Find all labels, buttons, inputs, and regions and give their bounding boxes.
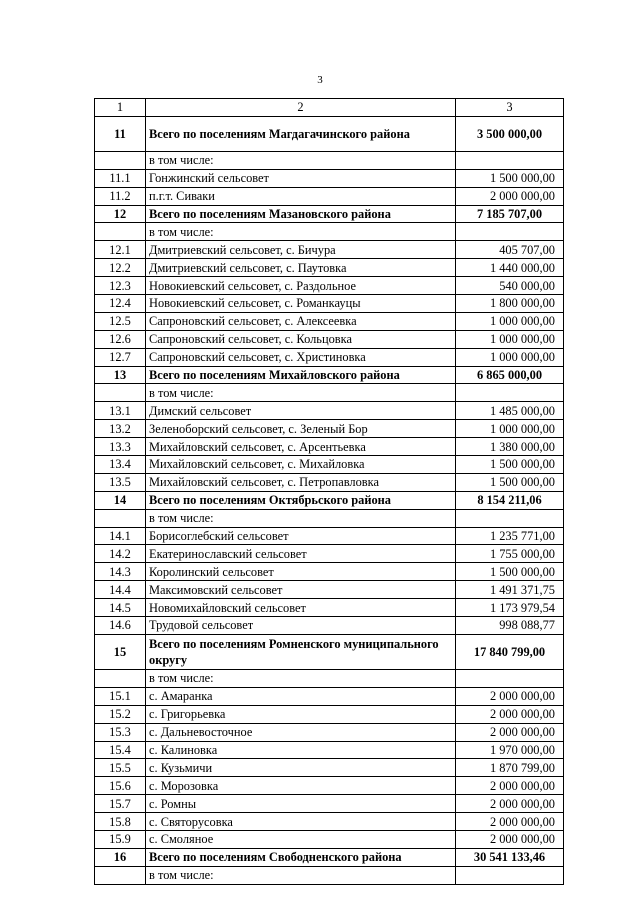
header-row (95, 99, 564, 117)
row-name-cell: с. Морозовка (146, 777, 456, 795)
row-number-cell: 15.7 (95, 795, 146, 813)
row-name-cell: в том числе: (146, 223, 456, 241)
row-number-cell: 14.1 (95, 527, 146, 545)
table-row (95, 312, 564, 330)
row-name-cell: Максимовский сельсовет (146, 581, 456, 599)
table-row (95, 187, 564, 205)
row-name-cell: Гонжинский сельсовет (146, 169, 456, 187)
row-number-cell (95, 509, 146, 527)
row-number-cell: 13.5 (95, 473, 146, 491)
table-row-total (95, 491, 564, 509)
row-amount-cell: 2 000 000,00 (456, 723, 564, 741)
table-row (95, 420, 564, 438)
row-amount-cell: 2 000 000,00 (456, 813, 564, 831)
row-name-cell: Екатеринославский сельсовет (146, 545, 456, 563)
row-name-cell: с. Дальневосточное (146, 723, 456, 741)
row-amount-cell: 405 707,00 (456, 241, 564, 259)
row-name-cell: Димский сельсовет (146, 402, 456, 420)
table-row (95, 330, 564, 348)
row-number-cell: 15 (95, 634, 146, 669)
row-number-cell: 13.4 (95, 456, 146, 474)
row-amount-cell (456, 669, 564, 687)
row-name-cell: с. Калиновка (146, 741, 456, 759)
row-amount-cell: 1 500 000,00 (456, 473, 564, 491)
row-name-cell: Дмитриевский сельсовет, с. Паутовка (146, 259, 456, 277)
row-number-cell: 13.1 (95, 402, 146, 420)
row-number-cell: 15.2 (95, 705, 146, 723)
table-row (95, 705, 564, 723)
row-amount-cell: 1 800 000,00 (456, 295, 564, 313)
row-amount-cell: 1 235 771,00 (456, 527, 564, 545)
row-number-cell (95, 866, 146, 884)
table-row-total (95, 848, 564, 866)
row-name-cell: Новокиевский сельсовет, с. Романкауцы (146, 295, 456, 313)
table-row (95, 509, 564, 527)
header-col-amount: 3 (456, 99, 564, 117)
row-name-cell: Дмитриевский сельсовет, с. Бичура (146, 241, 456, 259)
table-row (95, 759, 564, 777)
table-row (95, 384, 564, 402)
table-row (95, 545, 564, 563)
table-row (95, 581, 564, 599)
row-name-cell: Михайловский сельсовет, с. Петропавловка (146, 473, 456, 491)
table-row (95, 277, 564, 295)
table-row (95, 456, 564, 474)
row-name-cell: Новомихайловский сельсовет (146, 599, 456, 617)
row-amount-cell: 1 755 000,00 (456, 545, 564, 563)
table-row (95, 527, 564, 545)
row-amount-cell: 2 000 000,00 (456, 687, 564, 705)
table-row-total (95, 116, 564, 151)
row-name-cell: Сапроновский сельсовет, с. Христиновка (146, 348, 456, 366)
table-row (95, 223, 564, 241)
table-row (95, 438, 564, 456)
row-amount-cell: 1 000 000,00 (456, 330, 564, 348)
table-row (95, 617, 564, 635)
header-col-name: 2 (146, 99, 456, 117)
row-name-cell: с. Смоляное (146, 830, 456, 848)
row-amount-cell: 17 840 799,00 (456, 634, 564, 669)
row-number-cell: 12.5 (95, 312, 146, 330)
table-row (95, 348, 564, 366)
row-number-cell: 14.4 (95, 581, 146, 599)
row-number-cell: 11 (95, 116, 146, 151)
row-number-cell (95, 151, 146, 169)
row-amount-cell (456, 866, 564, 884)
row-amount-cell: 7 185 707,00 (456, 205, 564, 223)
row-amount-cell: 1 870 799,00 (456, 759, 564, 777)
row-amount-cell: 1 500 000,00 (456, 563, 564, 581)
row-amount-cell: 1 500 000,00 (456, 456, 564, 474)
table-row (95, 151, 564, 169)
row-name-cell: Королинский сельсовет (146, 563, 456, 581)
table-row (95, 599, 564, 617)
row-number-cell: 14.2 (95, 545, 146, 563)
row-amount-cell: 1 970 000,00 (456, 741, 564, 759)
table-row (95, 866, 564, 884)
row-name-cell: Всего по поселениям Магдагачинского района (146, 116, 456, 151)
row-amount-cell: 1 491 371,75 (456, 581, 564, 599)
row-number-cell (95, 669, 146, 687)
row-number-cell: 15.4 (95, 741, 146, 759)
row-number-cell: 14.6 (95, 617, 146, 635)
row-amount-cell: 1 000 000,00 (456, 420, 564, 438)
row-name-cell: Всего по поселениям Ромненского муниципального округу (146, 634, 456, 669)
table-row-total (95, 366, 564, 384)
row-number-cell: 12.6 (95, 330, 146, 348)
row-name-cell: Трудовой сельсовет (146, 617, 456, 635)
row-number-cell: 13.2 (95, 420, 146, 438)
row-name-cell: Новокиевский сельсовет, с. Раздольное (146, 277, 456, 295)
row-number-cell: 13.3 (95, 438, 146, 456)
row-name-cell: с. Амаранка (146, 687, 456, 705)
row-amount-cell: 1 000 000,00 (456, 312, 564, 330)
row-number-cell: 12 (95, 205, 146, 223)
row-name-cell: Борисоглебский сельсовет (146, 527, 456, 545)
row-name-cell: с. Кузьмичи (146, 759, 456, 777)
row-name-cell: Сапроновский сельсовет, с. Алексеевка (146, 312, 456, 330)
table-row (95, 741, 564, 759)
row-amount-cell: 2 000 000,00 (456, 795, 564, 813)
row-amount-cell: 6 865 000,00 (456, 366, 564, 384)
table-row (95, 259, 564, 277)
table-row (95, 830, 564, 848)
row-number-cell: 14 (95, 491, 146, 509)
row-number-cell: 15.5 (95, 759, 146, 777)
page-number: 3 (317, 74, 323, 86)
row-name-cell: с. Ромны (146, 795, 456, 813)
table-row (95, 241, 564, 259)
table-row (95, 563, 564, 581)
row-amount-cell (456, 223, 564, 241)
row-amount-cell: 1 000 000,00 (456, 348, 564, 366)
row-name-cell: в том числе: (146, 669, 456, 687)
table-row-total (95, 205, 564, 223)
row-name-cell: п.г.т. Сиваки (146, 187, 456, 205)
table-row (95, 723, 564, 741)
row-name-cell: Зеленоборский сельсовет, с. Зеленый Бор (146, 420, 456, 438)
row-amount-cell: 1 173 979,54 (456, 599, 564, 617)
row-amount-cell: 1 440 000,00 (456, 259, 564, 277)
row-amount-cell: 2 000 000,00 (456, 777, 564, 795)
row-name-cell: Всего по поселениям Михайловского района (146, 366, 456, 384)
row-number-cell: 16 (95, 848, 146, 866)
row-number-cell: 15.1 (95, 687, 146, 705)
row-number-cell: 12.4 (95, 295, 146, 313)
row-amount-cell: 3 500 000,00 (456, 116, 564, 151)
row-amount-cell: 2 000 000,00 (456, 830, 564, 848)
row-name-cell: в том числе: (146, 384, 456, 402)
table-row (95, 795, 564, 813)
row-name-cell: с. Григорьевка (146, 705, 456, 723)
row-amount-cell: 1 380 000,00 (456, 438, 564, 456)
table-row (95, 473, 564, 491)
row-number-cell (95, 223, 146, 241)
row-amount-cell (456, 384, 564, 402)
row-number-cell: 11.2 (95, 187, 146, 205)
row-name-cell: Сапроновский сельсовет, с. Кольцовка (146, 330, 456, 348)
table-row-total (95, 634, 564, 669)
table-row (95, 777, 564, 795)
row-number-cell: 14.3 (95, 563, 146, 581)
row-name-cell: с. Святорусовка (146, 813, 456, 831)
row-number-cell: 12.2 (95, 259, 146, 277)
row-number-cell: 13 (95, 366, 146, 384)
row-number-cell: 11.1 (95, 169, 146, 187)
row-number-cell (95, 384, 146, 402)
row-name-cell: в том числе: (146, 866, 456, 884)
row-name-cell: Всего по поселениям Свободненского района (146, 848, 456, 866)
row-number-cell: 12.1 (95, 241, 146, 259)
table-row (95, 687, 564, 705)
row-name-cell: Всего по поселениям Мазановского района (146, 205, 456, 223)
row-name-cell: Михайловский сельсовет, с. Михайловка (146, 456, 456, 474)
row-number-cell: 12.7 (95, 348, 146, 366)
row-number-cell: 12.3 (95, 277, 146, 295)
table-row (95, 669, 564, 687)
header-col-number: 1 (95, 99, 146, 117)
row-number-cell: 15.8 (95, 813, 146, 831)
row-amount-cell: 998 088,77 (456, 617, 564, 635)
table-row (95, 169, 564, 187)
row-number-cell: 15.9 (95, 830, 146, 848)
row-name-cell: Михайловский сельсовет, с. Арсентьевка (146, 438, 456, 456)
table-row (95, 813, 564, 831)
row-amount-cell (456, 509, 564, 527)
row-amount-cell: 540 000,00 (456, 277, 564, 295)
row-name-cell: в том числе: (146, 509, 456, 527)
row-name-cell: Всего по поселениям Октябрьского района (146, 491, 456, 509)
row-amount-cell: 1 500 000,00 (456, 169, 564, 187)
row-amount-cell (456, 151, 564, 169)
table-row (95, 295, 564, 313)
allocation-table (94, 98, 564, 885)
table-row (95, 402, 564, 420)
row-amount-cell: 2 000 000,00 (456, 705, 564, 723)
row-amount-cell: 1 485 000,00 (456, 402, 564, 420)
row-number-cell: 14.5 (95, 599, 146, 617)
row-amount-cell: 8 154 211,06 (456, 491, 564, 509)
row-name-cell: в том числе: (146, 151, 456, 169)
row-number-cell: 15.6 (95, 777, 146, 795)
row-amount-cell: 2 000 000,00 (456, 187, 564, 205)
row-number-cell: 15.3 (95, 723, 146, 741)
row-amount-cell: 30 541 133,46 (456, 848, 564, 866)
